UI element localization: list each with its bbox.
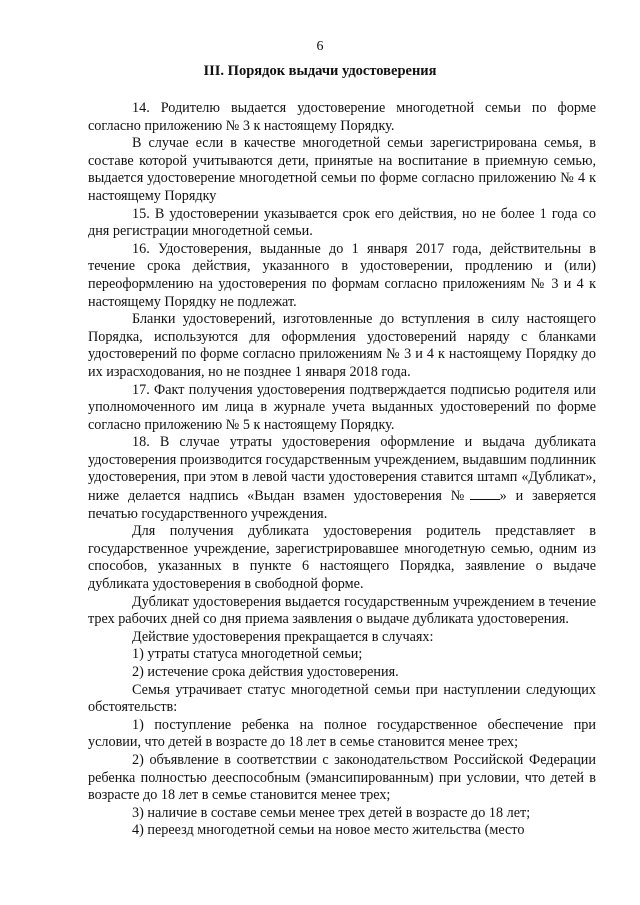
paragraph-17: 17. Факт получения удостоверения подтверждается подписью родителя или уполномоченного им лица в журнале учета выданных удостоверений по форме согласно приложению № 5 к настоящему Порядку. (88, 381, 596, 433)
paragraph-16: 16. Удостоверения, выданные до 1 января 2017 года, действительны в течение срока действия, указанного в удостоверении, продлению и (или) переоформлению на удостоверения по формам согласно приложениям № 3 и 4 к настоящему Порядку не подлежат. (88, 240, 596, 310)
list-item-status-loss-1: 1) поступление ребенка на полное государственное обеспечение при условии, что детей в возрасте до 18 лет в семье становится менее трех; (88, 716, 596, 751)
paragraph-status-loss-intro: Семья утрачивает статус многодетной семьи при наступлении следующих обстоятельств: (88, 681, 596, 716)
list-item-status-loss-2: 2) объявление в соответствии с законодательством Российской Федерации ребенка полностью дееспособным (эмансипированным) при условии, что детей в возрасте до 18 лет в семье становится менее трех; (88, 751, 596, 804)
paragraph-14: 14. Родителю выдается удостоверение многодетной семьи по форме согласно приложению № 3 к настоящему Порядку. (88, 100, 596, 134)
paragraph-duplicate-issue: Дубликат удостоверения выдается государственным учреждением в течение трех рабочих дней со дня приема заявления о выдаче дубликата удостоверения. (88, 593, 596, 628)
paragraph-blanks: Бланки удостоверений, изготовленные до вступления в силу настоящего Порядка, используются для оформления удостоверений наряду с бланками удостоверений по форме согласно приложениям № 3 и 4 к настоящему Порядку до их израсходования, но не позднее 1 января 2018 года. (88, 311, 596, 380)
list-item-status-loss-4: 4) переезд многодетной семьи на новое место жительства (место (132, 822, 525, 839)
paragraph-15: 15. В удостоверении указывается срок его действия, но не более 1 года со дня регистрации многодетной семьи. (88, 205, 596, 240)
list-item-termination-2: 2) истечение срока действия удостоверения. (132, 664, 399, 680)
body-text (88, 100, 596, 840)
list-item-status-loss-3: 3) наличие в составе семьи менее трех детей в возрасте до 18 лет; (132, 804, 531, 821)
paragraph-18-text-after: » и заверяется печатью государственного учреждения. (88, 488, 596, 522)
page-number: 6 (316, 39, 324, 54)
paragraph-duplicate-request: Для получения дубликата удостоверения родитель представляет в государственное учреждение, зарегистрировавшее многодетную семью, одним из способов, указанных в пункте 6 настоящего Порядка, заявление о выдаче дубликата удостоверения в свободной форме. (88, 523, 596, 593)
paragraph-18-text-before: 18. В случае утраты удостоверения оформление и выдача дубликата удостоверения производится государственным учреждением, выдавшим подлинник удостоверения, при этом в левой части удостоверения ставится штамп «Дубликат», ниже делается надпись «Выдан взамен удостоверения № (88, 434, 596, 505)
paragraph-foster-family: В случае если в качестве многодетной семьи зарегистрирована семья, в составе которой учитываются дети, принятые на воспитание в приемную семью, выдается удостоверение многодетной семьи по форме согласно приложению № 4 к настоящему Порядку (88, 135, 596, 204)
paragraph-termination-intro: Действие удостоверения прекращается в случаях: (132, 628, 434, 645)
paragraph-18 (88, 434, 596, 523)
list-item-termination-1: 1) утраты статуса многодетной семьи; (132, 646, 363, 663)
section-heading: III. Порядок выдачи удостоверения (203, 63, 437, 79)
number-blank-line (470, 487, 500, 500)
